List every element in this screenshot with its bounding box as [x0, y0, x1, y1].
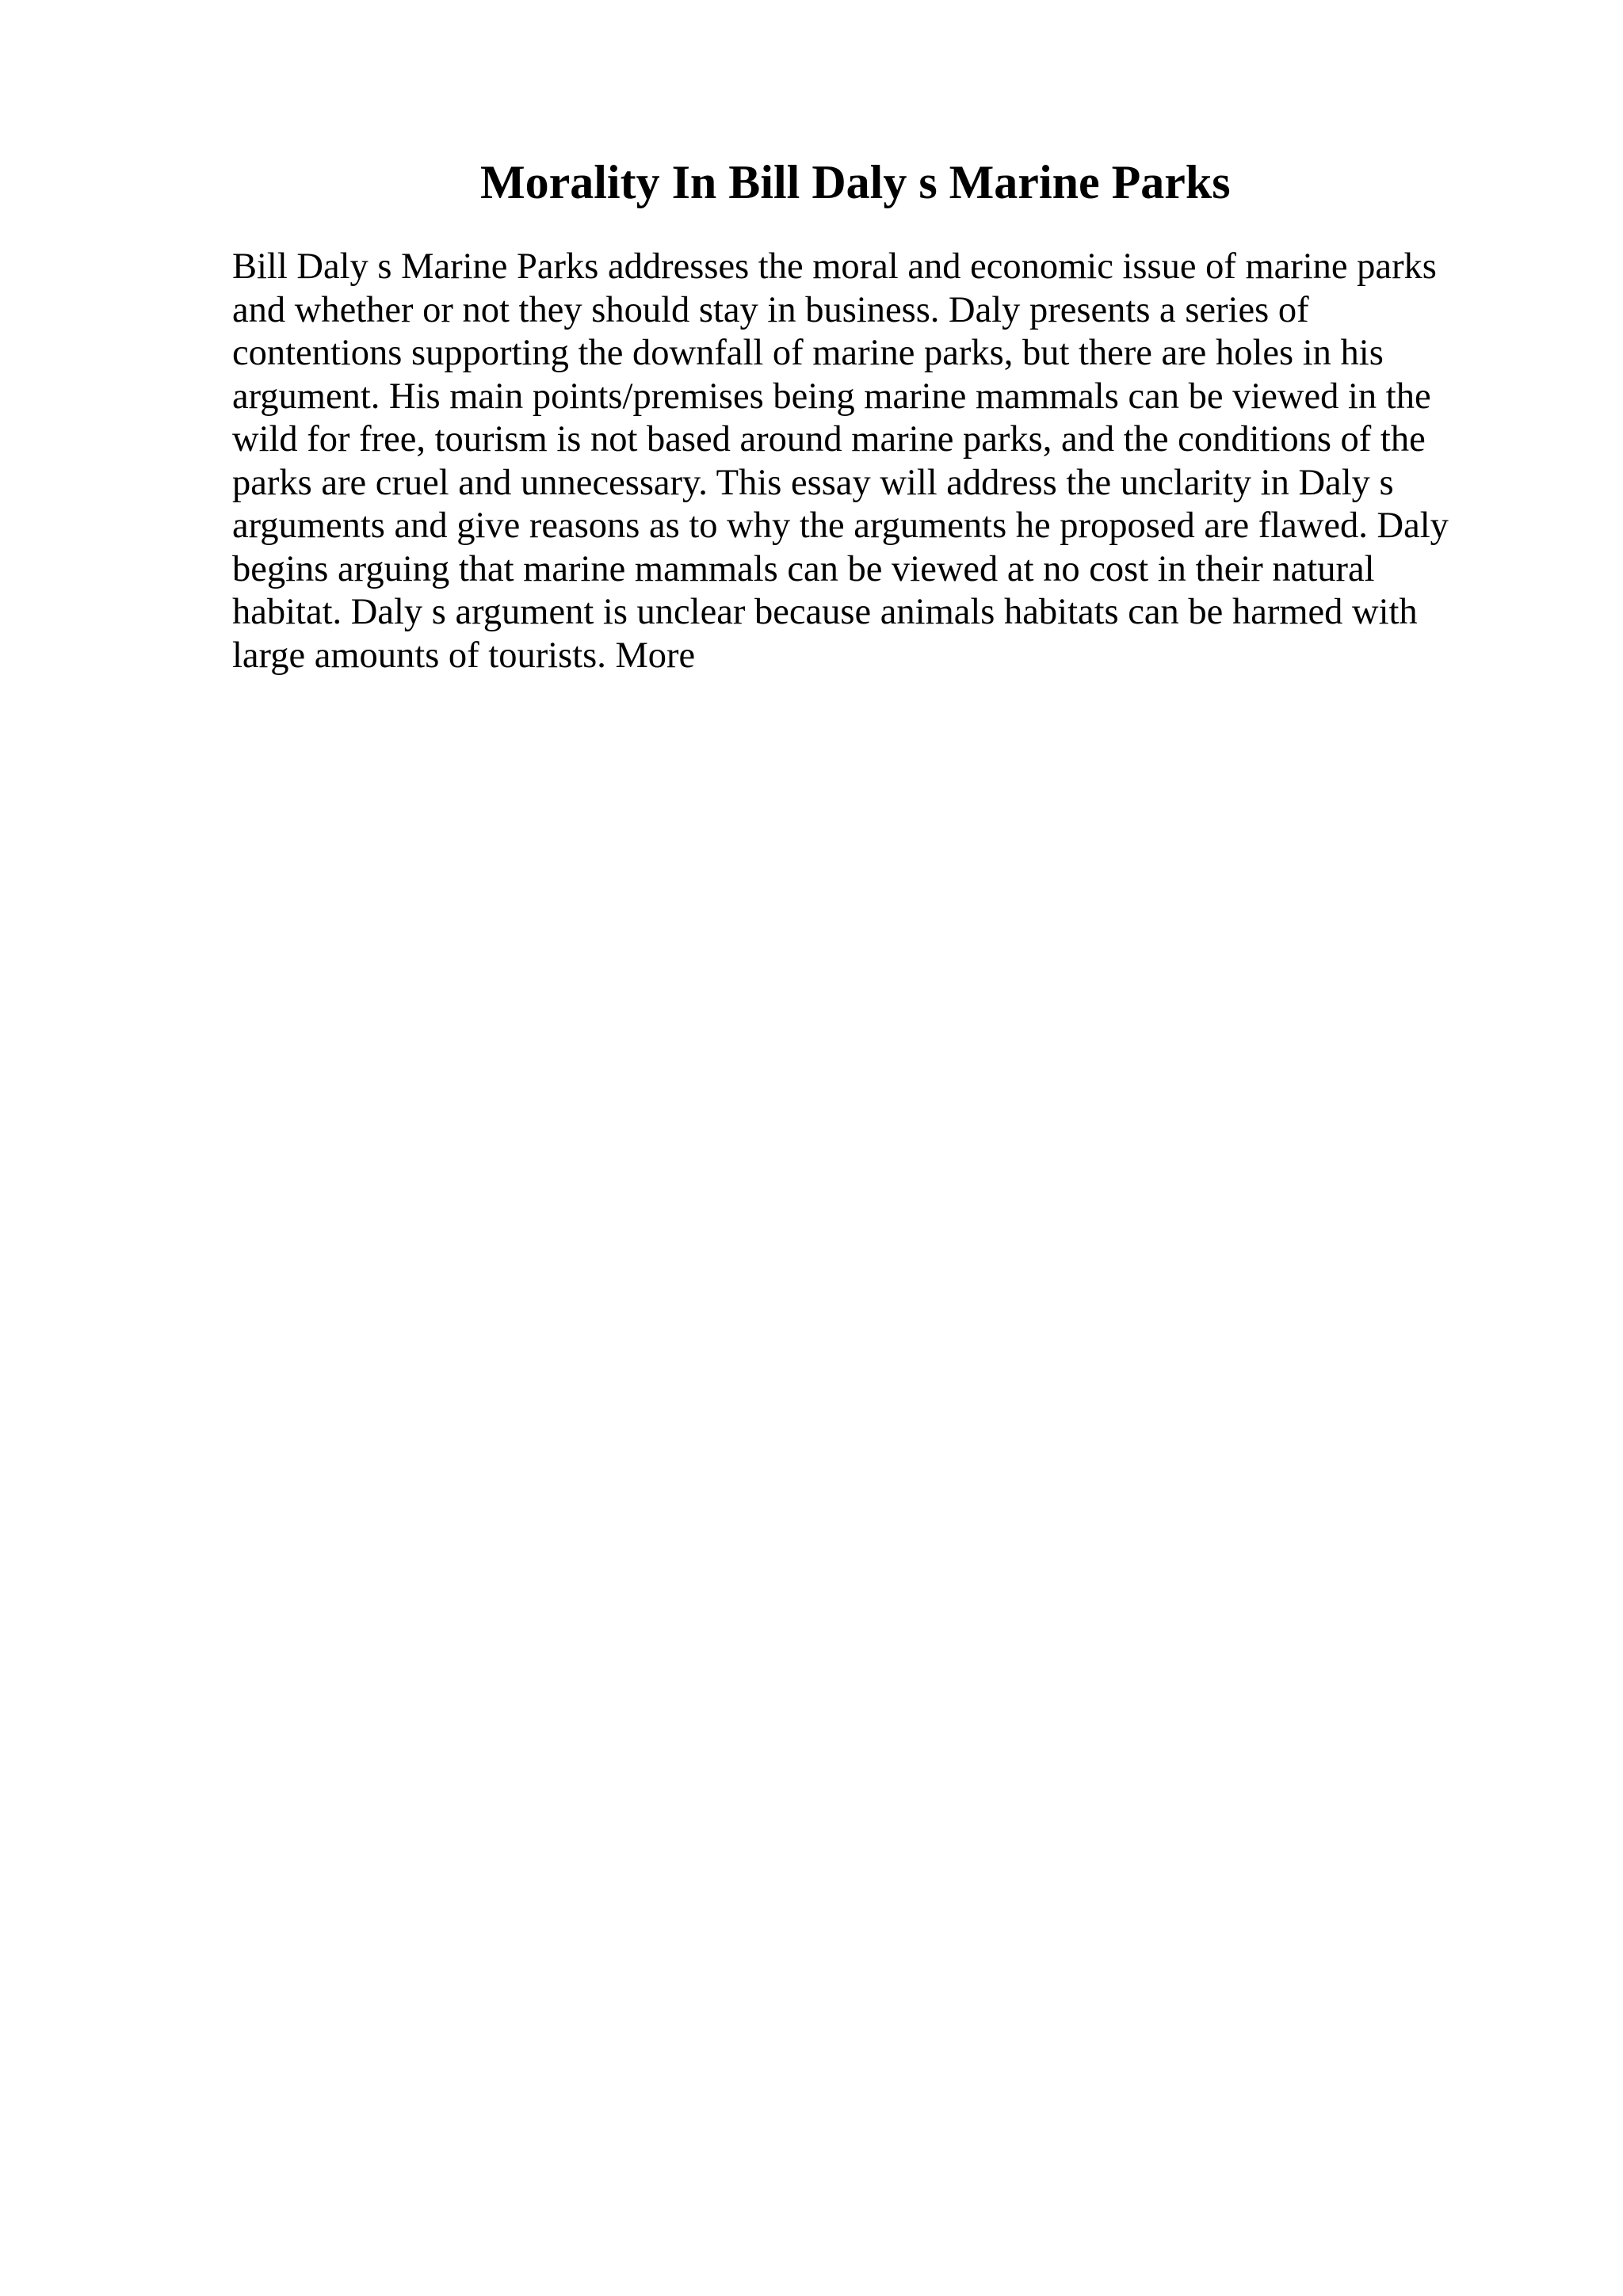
- body-line: large amounts of tourists. More: [232, 635, 696, 676]
- body-line: contentions supporting the downfall of marine parks, but there are holes in his: [232, 333, 1384, 373]
- body-line: wild for free, tourism is not based around marine parks, and the conditions of the: [232, 419, 1426, 460]
- body-line: argument. His main points/premises being marine mammals can be viewed in the: [232, 376, 1431, 417]
- body-line: and whether or not they should stay in business. Daly presents a series of: [232, 289, 1309, 330]
- body-line: Bill Daly s Marine Parks addresses the moral and economic issue of marine parks: [232, 246, 1437, 287]
- body-line: habitat. Daly s argument is unclear because animals habitats can be harmed with: [232, 592, 1418, 632]
- body-line: parks are cruel and unnecessary. This essay will address the unclarity in Daly s: [232, 462, 1394, 503]
- body-line: arguments and give reasons as to why the arguments he proposed are flawed. Daly: [232, 505, 1449, 546]
- body-line: begins arguing that marine mammals can be viewed at no cost in their natural: [232, 548, 1375, 589]
- document-title: Morality In Bill Daly s Marine Parks: [480, 156, 1231, 208]
- document-body: [232, 246, 1468, 677]
- title-container: [0, 151, 1623, 214]
